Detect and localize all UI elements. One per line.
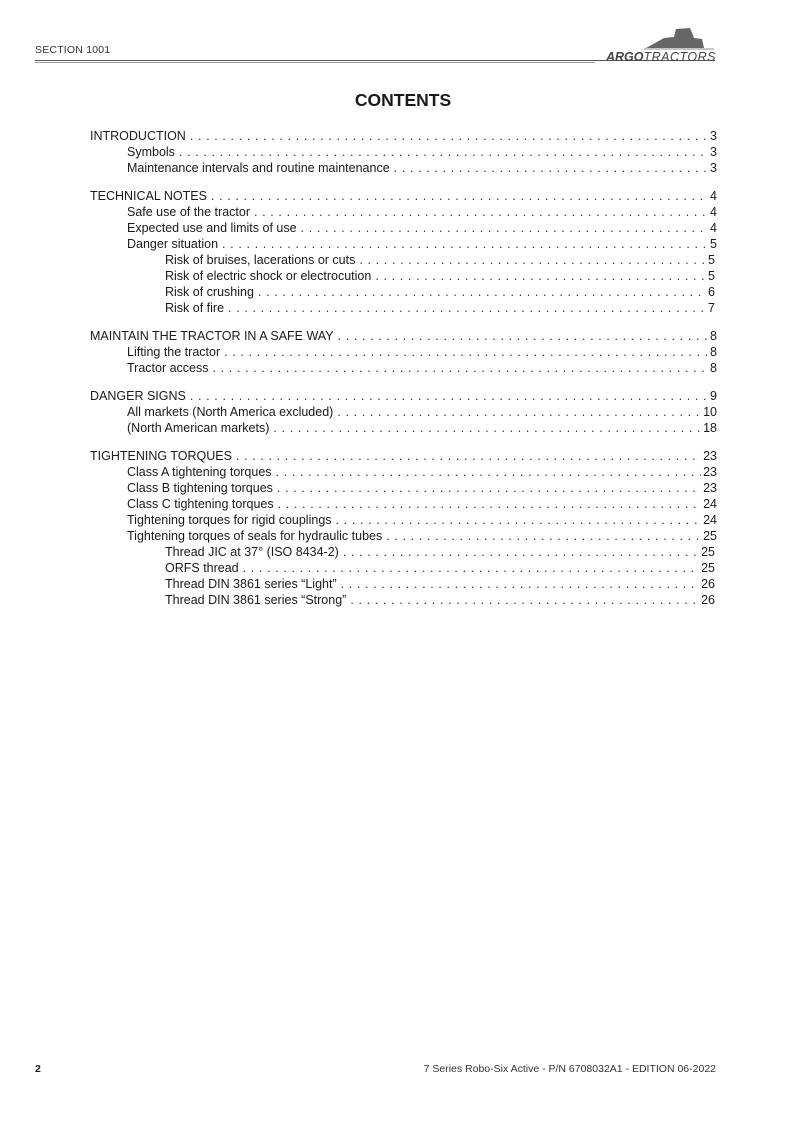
toc-entry[interactable] bbox=[90, 404, 717, 420]
toc-dot-leader bbox=[343, 544, 699, 560]
toc-entry-label: TIGHTENING TORQUES bbox=[90, 449, 232, 463]
toc-entry[interactable] bbox=[90, 300, 717, 316]
toc-entry-label: Risk of fire bbox=[165, 301, 225, 315]
toc-entry-label: Risk of electric shock or electrocution bbox=[165, 269, 372, 283]
toc-entry[interactable] bbox=[90, 268, 717, 284]
toc-entry-label: MAINTAIN THE TRACTOR IN A SAFE WAY bbox=[90, 329, 334, 343]
toc-dot-leader bbox=[243, 560, 699, 576]
toc-entry-page: 8 bbox=[710, 345, 717, 359]
toc-entry[interactable] bbox=[90, 344, 717, 360]
toc-entry[interactable] bbox=[90, 160, 717, 176]
toc-entry[interactable] bbox=[90, 512, 717, 528]
toc-entry-page: 24 bbox=[703, 513, 717, 527]
toc-dot-leader bbox=[337, 404, 701, 420]
toc-entry-label: Tightening torques of seals for hydraulic tubes bbox=[127, 529, 383, 543]
toc-entry[interactable] bbox=[90, 328, 717, 344]
tractor-silhouette-icon bbox=[644, 26, 714, 50]
toc-entry-page: 5 bbox=[710, 237, 717, 251]
toc-entry[interactable] bbox=[90, 420, 717, 436]
toc-entry-page: 7 bbox=[708, 301, 715, 315]
toc-entry-label: Class B tightening torques bbox=[127, 481, 273, 495]
toc-entry-page: 8 bbox=[710, 329, 717, 343]
argo-tractors-logo bbox=[596, 26, 716, 66]
toc-entry-label: TECHNICAL NOTES bbox=[90, 189, 207, 203]
page-title: CONTENTS bbox=[354, 90, 452, 110]
toc-dot-leader bbox=[375, 268, 706, 284]
toc-entry[interactable] bbox=[90, 448, 717, 464]
toc-dot-leader bbox=[254, 204, 708, 220]
toc-entry[interactable] bbox=[90, 188, 717, 204]
toc-entry-page: 26 bbox=[701, 593, 715, 607]
toc-entry-label: (North American markets) bbox=[127, 421, 270, 435]
toc-dot-leader bbox=[301, 220, 709, 236]
toc-entry[interactable] bbox=[90, 236, 717, 252]
toc-entry[interactable] bbox=[90, 144, 717, 160]
toc-entry[interactable] bbox=[90, 592, 717, 608]
toc-entry-page: 9 bbox=[710, 389, 717, 403]
toc-dot-leader bbox=[338, 328, 708, 344]
toc-entry-label: Class A tightening torques bbox=[127, 465, 272, 479]
toc-entry-label: Danger situation bbox=[127, 237, 219, 251]
toc-dot-leader bbox=[258, 284, 706, 300]
toc-dot-leader bbox=[359, 252, 706, 268]
toc-entry-page: 10 bbox=[703, 405, 717, 419]
toc-entry-label: Thread DIN 3861 series “Light” bbox=[165, 577, 337, 591]
toc-entry-label: Thread DIN 3861 series “Strong” bbox=[165, 593, 347, 607]
logo-wordmark bbox=[606, 50, 716, 64]
toc-dot-leader bbox=[350, 592, 699, 608]
toc-entry-label: Tightening torques for rigid couplings bbox=[127, 513, 332, 527]
toc-entry[interactable] bbox=[90, 544, 717, 560]
toc-dot-leader bbox=[277, 480, 701, 496]
toc-entry-label: All markets (North America excluded) bbox=[127, 405, 334, 419]
toc-entry-page: 6 bbox=[708, 285, 715, 299]
toc-dot-leader bbox=[278, 496, 701, 512]
toc-entry-page: 4 bbox=[710, 189, 717, 203]
toc-entry-page: 3 bbox=[710, 161, 717, 175]
toc-entry[interactable] bbox=[90, 204, 717, 220]
toc-entry-page: 5 bbox=[708, 269, 715, 283]
toc-entry-page: 4 bbox=[710, 221, 717, 235]
toc-entry-page: 18 bbox=[703, 421, 717, 435]
toc-dot-leader bbox=[211, 188, 708, 204]
toc-entry[interactable] bbox=[90, 128, 717, 144]
toc-entry-label: Symbols bbox=[127, 145, 175, 159]
toc-dot-leader bbox=[228, 300, 706, 316]
toc-entry-label: Maintenance intervals and routine maintenance bbox=[127, 161, 390, 175]
toc-entry-page: 3 bbox=[710, 129, 717, 143]
toc-entry[interactable] bbox=[90, 284, 717, 300]
toc-entry-label: DANGER SIGNS bbox=[90, 389, 186, 403]
toc-entry-page: 23 bbox=[703, 465, 717, 479]
toc-dot-leader bbox=[273, 420, 701, 436]
toc-dot-leader bbox=[224, 344, 708, 360]
toc-entry-label: Lifting the tractor bbox=[127, 345, 221, 359]
toc-entry[interactable] bbox=[90, 252, 717, 268]
toc-entry[interactable] bbox=[90, 576, 717, 592]
toc-entry[interactable] bbox=[90, 528, 717, 544]
toc-dot-leader bbox=[386, 528, 701, 544]
logo-light-text: TRACTORS bbox=[643, 50, 716, 64]
toc-entry-page: 23 bbox=[703, 449, 717, 463]
toc-dot-leader bbox=[336, 512, 702, 528]
table-of-contents bbox=[90, 128, 717, 608]
toc-entry[interactable] bbox=[90, 560, 717, 576]
page-number: 2 bbox=[35, 1063, 41, 1075]
toc-entry-page: 26 bbox=[701, 577, 715, 591]
toc-entry-page: 25 bbox=[701, 545, 715, 559]
toc-entry-label: Risk of crushing bbox=[165, 285, 254, 299]
toc-dot-leader bbox=[213, 360, 709, 376]
toc-entry-page: 25 bbox=[703, 529, 717, 543]
toc-entry[interactable] bbox=[90, 496, 717, 512]
toc-dot-leader bbox=[276, 464, 702, 480]
toc-dot-leader bbox=[190, 128, 708, 144]
toc-entry[interactable] bbox=[90, 360, 717, 376]
toc-entry-page: 24 bbox=[703, 497, 717, 511]
toc-entry-page: 4 bbox=[710, 205, 717, 219]
toc-entry[interactable] bbox=[90, 388, 717, 404]
toc-entry-label: Class C tightening torques bbox=[127, 497, 274, 511]
toc-entry-page: 23 bbox=[703, 481, 717, 495]
document-info: 7 Series Robo-Six Active - P/N 6708032A1 - EDITION 06-2022 bbox=[423, 1063, 716, 1075]
toc-dot-leader bbox=[222, 236, 708, 252]
logo-bold-text: ARGO bbox=[605, 50, 644, 64]
toc-entry[interactable] bbox=[90, 220, 717, 236]
toc-entry-label: INTRODUCTION bbox=[90, 129, 186, 143]
toc-entry-label: Safe use of the tractor bbox=[127, 205, 250, 219]
toc-entry-label: Thread JIC at 37° (ISO 8434-2) bbox=[165, 545, 339, 559]
toc-dot-leader bbox=[190, 388, 708, 404]
toc-entry-label: Risk of bruises, lacerations or cuts bbox=[165, 253, 356, 267]
toc-entry-page: 8 bbox=[710, 361, 717, 375]
toc-dot-leader bbox=[236, 448, 701, 464]
toc-entry-label: Expected use and limits of use bbox=[127, 221, 297, 235]
toc-entry-label: Tractor access bbox=[127, 361, 209, 375]
toc-dot-leader bbox=[179, 144, 708, 160]
toc-entry-page: 5 bbox=[708, 253, 715, 267]
toc-entry-page: 25 bbox=[701, 561, 715, 575]
toc-entry[interactable] bbox=[90, 480, 717, 496]
section-label: SECTION 1001 bbox=[35, 44, 111, 56]
toc-entry-label: ORFS thread bbox=[165, 561, 239, 575]
toc-entry[interactable] bbox=[90, 464, 717, 480]
toc-dot-leader bbox=[341, 576, 699, 592]
toc-entry-page: 3 bbox=[710, 145, 717, 159]
toc-dot-leader bbox=[394, 160, 708, 176]
